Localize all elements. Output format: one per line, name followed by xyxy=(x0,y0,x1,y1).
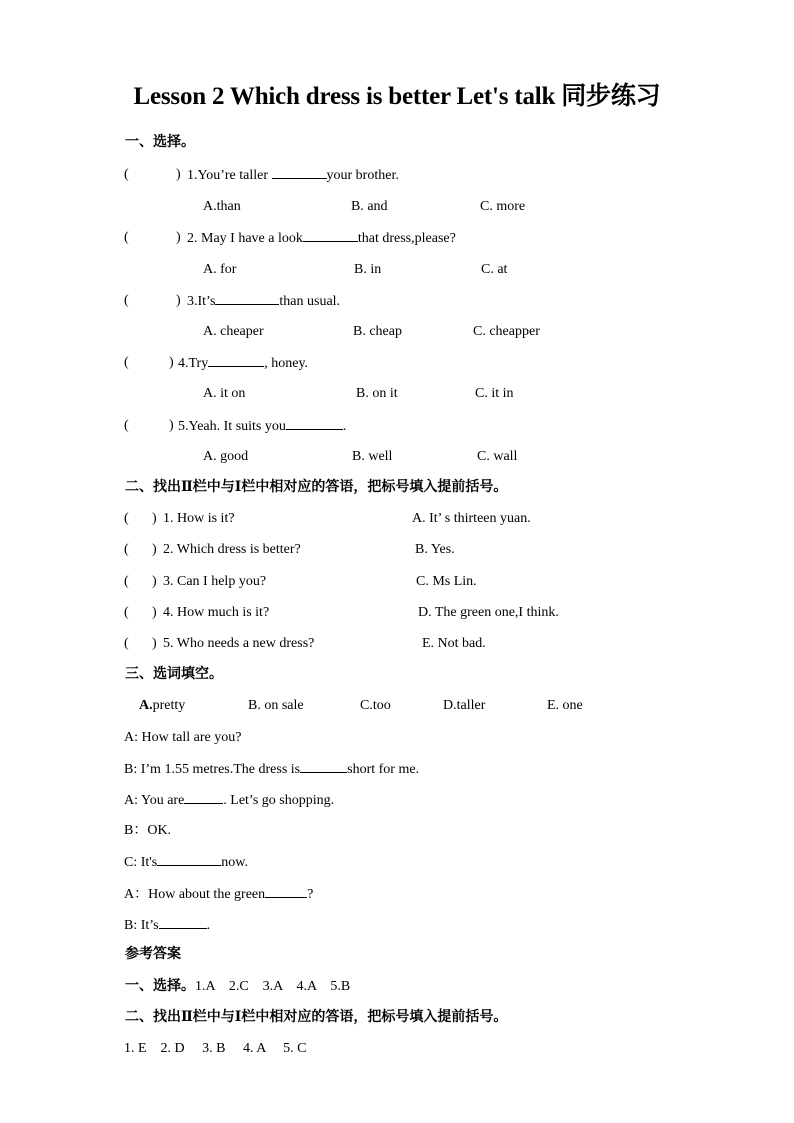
word-bank-item: C.too xyxy=(360,698,391,713)
option-a: A. it on xyxy=(203,386,246,401)
option-b: B. well xyxy=(352,449,393,464)
question-4 xyxy=(178,354,308,373)
dialogue-text: A：How about the green xyxy=(124,887,266,902)
match-answer: D. The green one,I think. xyxy=(418,605,559,620)
option-b: B. on it xyxy=(356,386,398,401)
word-letter: A. xyxy=(139,698,153,713)
answer-paren-close: ) xyxy=(176,293,181,308)
dialogue-line xyxy=(124,760,419,779)
dialogue-text: ? xyxy=(307,887,314,902)
question-text: 5.Yeah. It suits you xyxy=(178,419,286,434)
answer-paren-close: ) xyxy=(152,511,157,526)
answer-paren-close: ) xyxy=(152,605,157,620)
answer-paren-close: ) xyxy=(152,636,157,651)
option-b: B. in xyxy=(354,262,382,277)
question-text: 4.Try xyxy=(178,356,209,371)
match-question: 2. Which dress is better? xyxy=(163,542,301,557)
section2-heading: 二、找出Ⅱ栏中与Ⅰ栏中相对应的答语，把标号填入提前括号。 xyxy=(125,480,508,495)
answer-blank xyxy=(208,354,264,367)
answer-paren-open: ( xyxy=(124,636,129,651)
answer-blank xyxy=(303,229,358,242)
answer-blank xyxy=(286,417,343,430)
answer-paren-open: ( xyxy=(124,542,129,557)
match-answer: B. Yes. xyxy=(415,542,455,557)
answers-section2-values: 1. E 2. D 3. B 4. A 5. C xyxy=(124,1041,307,1056)
answer-paren-open: ( xyxy=(124,293,129,308)
dialogue-line xyxy=(124,916,210,935)
answer-paren-open: ( xyxy=(124,511,129,526)
answer-paren-close: ) xyxy=(169,355,174,370)
match-answer: C. Ms Lin. xyxy=(416,574,477,589)
answer-paren-open: ( xyxy=(124,167,129,182)
question-text: that dress,please? xyxy=(357,231,456,246)
section1-heading: 一、选择。 xyxy=(125,135,195,150)
answer-blank xyxy=(272,166,327,179)
dialogue-text: B: I’m 1.55 metres.The dress is xyxy=(124,762,301,777)
option-c: C. more xyxy=(480,199,526,214)
dialogue-line xyxy=(124,853,248,872)
dialogue-text: B: It’s xyxy=(124,918,159,933)
dialogue-text: . xyxy=(206,918,211,933)
word-bank-item: E. one xyxy=(547,698,583,713)
option-c: C. it in xyxy=(475,386,514,401)
dialogue-text: A: You are xyxy=(124,793,185,808)
match-question: 4. How much is it? xyxy=(163,605,270,620)
dialogue-text: now. xyxy=(221,855,248,870)
question-5 xyxy=(178,417,346,436)
question-text: , honey. xyxy=(264,356,309,371)
dialogue-text: short for me. xyxy=(347,762,420,777)
question-text: 1.You’re taller xyxy=(187,168,272,183)
dialogue-text: . Let’s go shopping. xyxy=(223,793,335,808)
question-text: than usual. xyxy=(279,294,341,309)
option-c: C. at xyxy=(481,262,508,277)
answer-paren-close: ) xyxy=(176,230,181,245)
answers-values: 1.A 2.C 3.A 4.A 5.B xyxy=(195,979,351,994)
answer-blank xyxy=(159,916,207,929)
option-a: A.than xyxy=(203,199,241,214)
answer-paren-close: ) xyxy=(169,418,174,433)
answer-paren-open: ( xyxy=(124,230,129,245)
dialogue-line xyxy=(124,885,313,904)
word-bank-item: D.taller xyxy=(443,698,486,713)
option-a: A. good xyxy=(203,449,249,464)
answers-section1 xyxy=(125,978,350,996)
answer-blank xyxy=(157,853,221,866)
question-1 xyxy=(187,166,399,185)
question-text: 2. May I have a look xyxy=(187,231,303,246)
answer-blank xyxy=(300,760,347,773)
answers-heading: 参考答案 xyxy=(125,947,181,962)
match-answer: A. It’ s thirteen yuan. xyxy=(412,511,531,526)
answer-blank xyxy=(265,885,307,898)
question-3 xyxy=(187,292,340,311)
answer-paren-open: ( xyxy=(124,355,129,370)
match-question: 1. How is it? xyxy=(163,511,235,526)
option-a: A. cheaper xyxy=(203,324,264,339)
match-question: 3. Can I help you? xyxy=(163,574,267,589)
match-question: 5. Who needs a new dress? xyxy=(163,636,315,651)
word-text: pretty xyxy=(152,698,186,713)
question-text: . xyxy=(342,419,347,434)
question-2 xyxy=(187,229,456,248)
page-title: Lesson 2 Which dress is better Let's talk 同步练习 xyxy=(133,83,661,110)
answer-paren-open: ( xyxy=(124,574,129,589)
answer-blank xyxy=(215,292,279,305)
option-b: B. and xyxy=(351,199,388,214)
question-text: 3.It’s xyxy=(187,294,216,309)
word-bank-item xyxy=(139,697,185,715)
question-text: your brother. xyxy=(326,168,399,183)
section3-heading: 三、选词填空。 xyxy=(125,667,223,682)
answer-paren-open: ( xyxy=(124,418,129,433)
option-a: A. for xyxy=(203,262,237,277)
dialogue-line xyxy=(124,791,334,810)
answers-label: 一、选择。 xyxy=(125,979,195,994)
dialogue-line: B：OK. xyxy=(124,823,172,838)
answer-paren-open: ( xyxy=(124,605,129,620)
option-b: B. cheap xyxy=(353,324,402,339)
dialogue-text: C: It's xyxy=(124,855,158,870)
word-bank-item: B. on sale xyxy=(248,698,304,713)
option-c: C. wall xyxy=(477,449,518,464)
answer-paren-close: ) xyxy=(152,574,157,589)
answer-paren-close: ) xyxy=(152,542,157,557)
dialogue-line: A: How tall are you? xyxy=(124,730,242,745)
answers-section2-label: 二、找出Ⅱ栏中与Ⅰ栏中相对应的答语，把标号填入提前括号。 xyxy=(125,1010,508,1025)
option-c: C. cheapper xyxy=(473,324,540,339)
answer-blank xyxy=(184,791,223,804)
match-answer: E. Not bad. xyxy=(422,636,486,651)
answer-paren-close: ) xyxy=(176,167,181,182)
